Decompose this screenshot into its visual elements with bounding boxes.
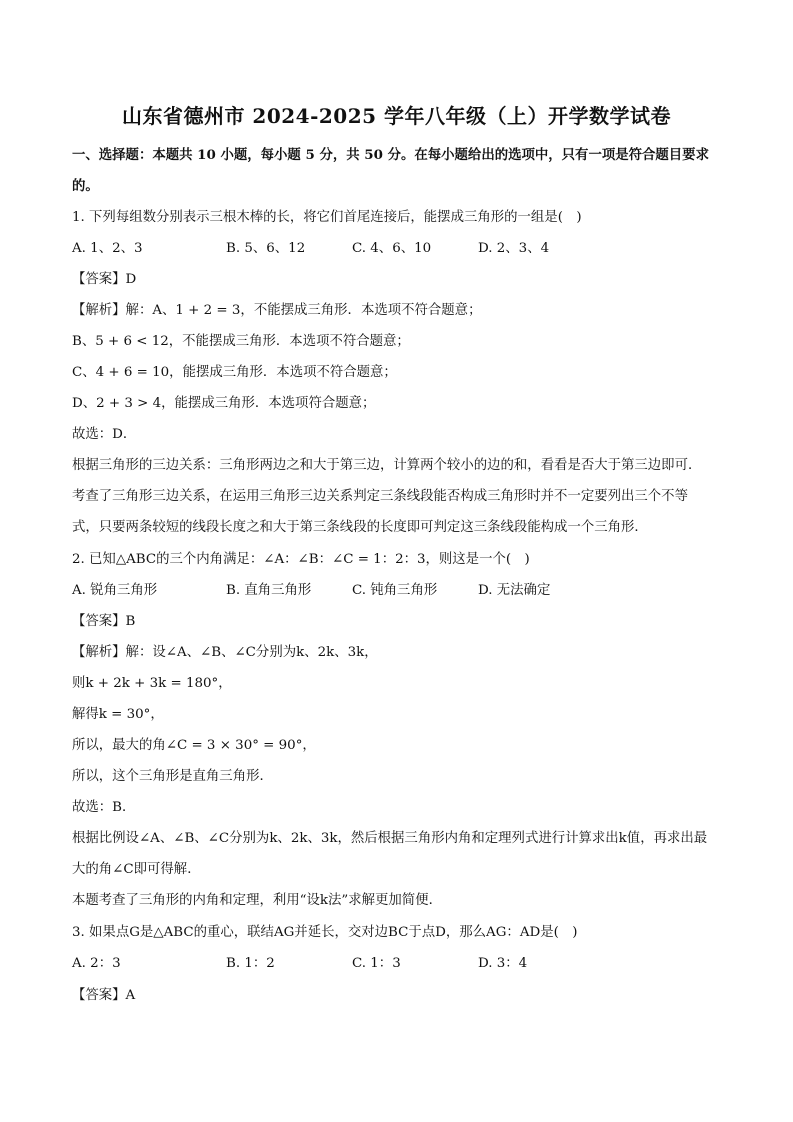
q1-stem: 1. 下列每组数分别表示三根木棒的长，将它们首尾连接后，能摆成三角形的一组是( ) — [72, 210, 582, 225]
q2-analysis-line: 则k + 2k + 3k = 180°， — [72, 676, 232, 691]
q2-analysis-line: 所以，这个三角形是直角三角形． — [72, 769, 273, 784]
q3-option-b: B. 1：2 — [226, 956, 275, 971]
q2-analysis-line: 所以，最大的角∠C = 3 × 30° = 90°， — [72, 738, 316, 753]
q3-option-d: D. 3：4 — [478, 956, 528, 971]
q2-analysis-line: 解得k = 30°， — [72, 707, 164, 722]
q2-answer: 【答案】B — [72, 614, 136, 629]
q2-option-a: A. 锐角三角形 — [72, 583, 158, 598]
q1-option-a: A. 1、2、3 — [72, 241, 143, 256]
q3-option-a: A. 2：3 — [72, 956, 121, 971]
document-title: 山东省德州市 2024-2025 学年八年级（上）开学数学试卷 — [121, 104, 672, 128]
q3-stem: 3. 如果点G是△ABC的重心，联结AG并延长，交对边BC于点D，那么AG：AD是( ) — [72, 925, 578, 940]
q2-analysis-line: 大的角∠C即可得解． — [72, 862, 201, 877]
q1-analysis-line: B、5 + 6 < 12，不能摆成三角形．本选项不符合题意； — [72, 334, 410, 349]
q2-stem: 2. 已知△ABC的三个内角满足：∠A：∠B：∠C = 1：2：3，则这是一个( ) — [72, 552, 530, 567]
q2-analysis-line: 【解析】解：设∠A、∠B、∠C分别为k、2k、3k， — [72, 645, 378, 660]
q1-analysis-line: 故选：D． — [72, 427, 137, 442]
q2-analysis-line: 根据比例设∠A、∠B、∠C分别为k、2k、3k，然后根据三角形内角和定理列式进行计算求出k值，再求出最 — [72, 831, 708, 846]
q2-analysis-line: 本题考查了三角形的内角和定理，利用“设k法”求解更加简便． — [72, 893, 442, 908]
q1-answer: 【答案】D — [72, 272, 137, 287]
q1-analysis-line: 考查了三角形三边关系，在运用三角形三边关系判定三条线段能否构成三角形时并不一定要列出三个不等 — [72, 489, 688, 504]
q2-analysis-line: 故选：B． — [72, 800, 136, 815]
q3-option-c: C. 1：3 — [352, 956, 401, 971]
q1-analysis-line: C、4 + 6 = 10，能摆成三角形．本选项不符合题意； — [72, 365, 397, 380]
section-heading: 一、选择题：本题共 10 小题，每小题 5 分，共 50 分。在每小题给出的选项中，只有一项是符合题目要求 — [72, 147, 709, 163]
q2-option-b: B. 直角三角形 — [226, 583, 312, 598]
section-heading-cont: 的。 — [72, 178, 99, 194]
q1-analysis-line: 【解析】解：A、1 + 2 = 3，不能摆成三角形．本选项不符合题意； — [72, 303, 482, 318]
q1-analysis-line: 式，只要两条较短的线段长度之和大于第三条线段的长度即可判定这三条线段能构成一个三角形． — [72, 520, 648, 535]
q1-analysis-line: 根据三角形的三边关系：三角形两边之和大于第三边，计算两个较小的边的和，看看是否大于第三边即可． — [72, 458, 702, 473]
q2-option-d: D. 无法确定 — [478, 583, 551, 598]
q1-option-b: B. 5、6、12 — [226, 241, 306, 256]
q1-analysis-line: D、2 + 3 > 4，能摆成三角形．本选项符合题意； — [72, 396, 376, 411]
q1-option-d: D. 2、3、4 — [478, 241, 550, 256]
q2-option-c: C. 钝角三角形 — [352, 583, 438, 598]
q3-answer: 【答案】A — [72, 988, 136, 1003]
q1-option-c: C. 4、6、10 — [352, 241, 432, 256]
